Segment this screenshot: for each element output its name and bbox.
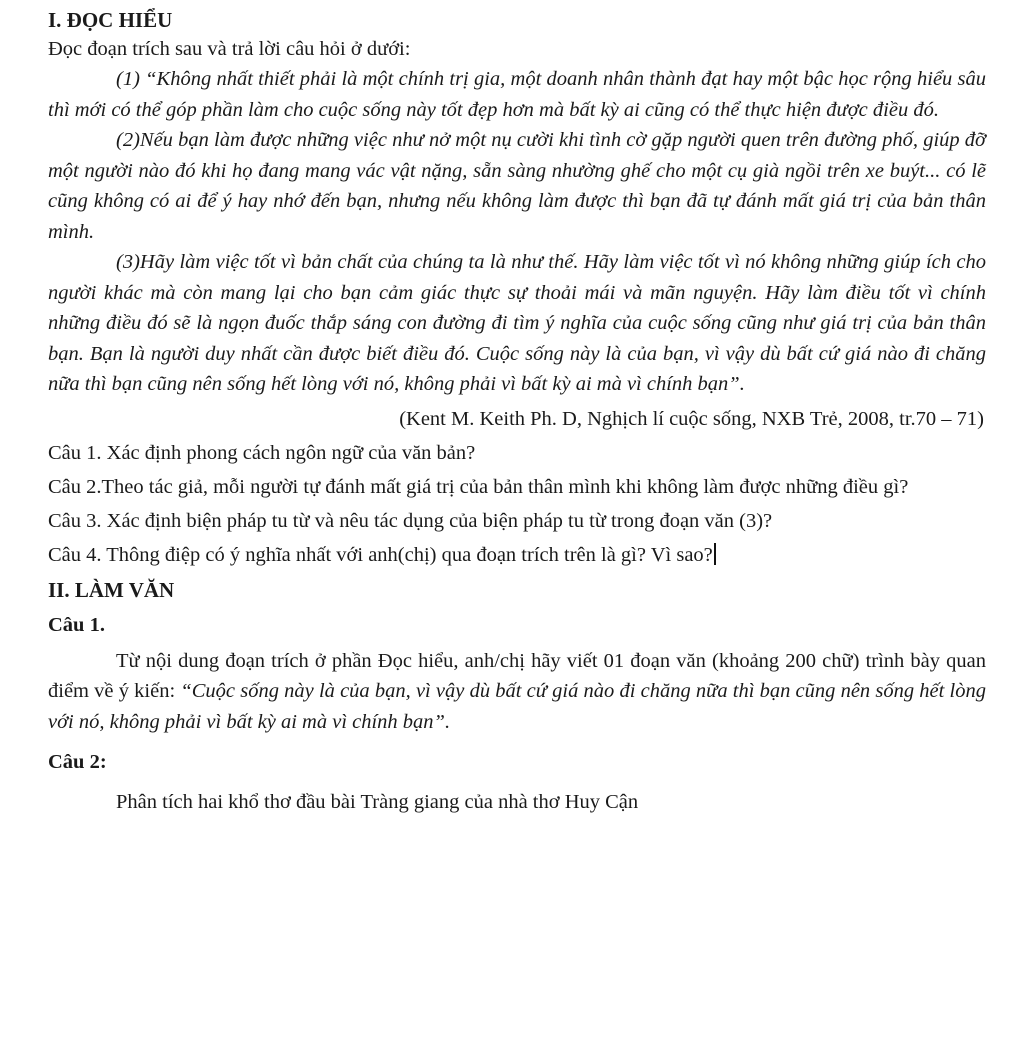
passage-paragraph-3: (3)Hãy làm việc tốt vì bản chất của chúng ta là như thế. Hãy làm việc tốt vì nó không những giúp ích cho người khác mà còn mang lại cho bạn cảm giác thực sự thoải mái và mãn nguyện. Hãy làm điều tốt vì chính những điều đó sẽ là ngọn đuốc thắp sáng con đường đi tìm ý nghĩa của cuộc sống cũng như giá trị của bản thân bạn. Bạn là người duy nhất cần được biết điều đó. Cuộc sống này là của bạn, vì vậy dù bất cứ giá nào đi chăng nữa thì bạn cũng nên sống hết lòng với nó, không phải vì bất kỳ ai mà vì chính bạn”.: [48, 251, 986, 395]
question-1: Câu 1. Xác định phong cách ngôn ngữ của văn bản?: [48, 441, 476, 464]
text-cursor: [714, 543, 716, 565]
passage-paragraph-2: (2)Nếu bạn làm được những việc như nở một nụ cười khi tình cờ gặp người quen trên đường phố, giúp đỡ một người nào đó khi họ đang mang vác vật nặng, sẵn sàng nhường ghế cho một cụ già ngồi trên xe buýt... có lẽ cũng không có ai để ý hay nhớ đến bạn, nhưng nếu không làm được thì bạn đã tự đánh mất giá trị của bản thân mình.: [48, 129, 986, 243]
writing-question-1-quote: “Cuộc sống này là của bạn, vì vậy dù bất cứ giá nào đi chăng nữa thì bạn cũng nên sống hết lòng với nó, không phải vì bất kỳ ai mà vì chính bạn”.: [48, 680, 986, 733]
passage: [48, 64, 986, 400]
question-3: Câu 3. Xác định biện pháp tu từ và nêu tác dụng của biện pháp tu từ trong đoạn văn (3)?: [48, 509, 773, 532]
reading-questions: [48, 438, 986, 570]
writing-question-1-text: [48, 646, 986, 738]
question-4-text: Câu 4. Thông điệp có ý nghĩa nhất với anh(chị) qua đoạn trích trên là gì? Vì sao?: [48, 543, 713, 566]
question-2: Câu 2.Theo tác giả, mỗi người tự đánh mất giá trị của bản thân mình khi không làm được những điều gì?: [48, 475, 909, 498]
section-writing-title: II. LÀM VĂN: [48, 577, 175, 602]
question-4: [48, 540, 986, 570]
passage-paragraph-1: (1) “Không nhất thiết phải là một chính trị gia, một doanh nhân thành đạt hay một bậc học rộng hiểu sâu thì mới có thể góp phần làm cho cuộc sống này tốt đẹp hơn mà bất kỳ ai cũng có thể thực hiện được điều đó.: [48, 68, 986, 121]
writing-question-2-label: Câu 2:: [48, 751, 107, 773]
writing-question-2-text: Phân tích hai khổ thơ đầu bài Tràng giang của nhà thơ Huy Cận: [116, 791, 639, 813]
writing-question-1-prompt: Từ nội dung đoạn trích ở phần Đọc hiểu, anh/chị hãy viết 01 đoạn văn (khoảng 200 chữ) trình bày quan điểm về ý kiến:: [48, 649, 986, 702]
passage-source: (Kent M. Keith Ph. D, Nghịch lí cuộc sống, NXB Trẻ, 2008, tr.70 – 71): [399, 407, 984, 430]
section-reading-title: I. ĐỌC HIỂU: [48, 8, 173, 32]
reading-instruction: Đọc đoạn trích sau và trả lời câu hỏi ở dưới:: [48, 38, 411, 60]
writing-question-1-label: Câu 1.: [48, 613, 105, 636]
